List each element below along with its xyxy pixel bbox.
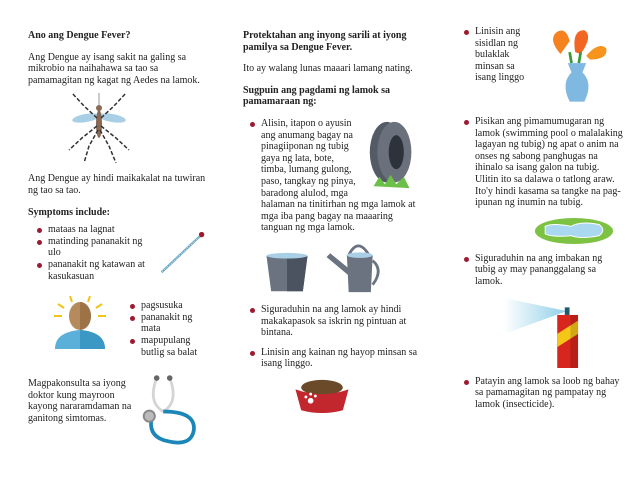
column-1 (28, 30, 213, 457)
symptoms-list-a (37, 224, 157, 282)
col3-list-2 (464, 116, 624, 209)
not-contagious-text: Ang Dengue ay hindi maikakalat na tuwiran ng tao sa tao. (28, 173, 206, 196)
section-title-dengue: Ano ang Dengue Fever? (28, 30, 131, 41)
list-item: pagsusuka (130, 300, 210, 312)
col3-list-3 (464, 253, 624, 288)
symptoms-title: Symptoms include: (28, 206, 110, 218)
column-3 (464, 26, 624, 418)
list-item: mataas na lagnat (37, 224, 157, 236)
list-item-screens: Siguraduhin na ang lamok ay hindi makakapasok sa iskrin ng pintuan at bintana. (250, 304, 418, 339)
section-title-protect: Protektahan ang inyong sarili at iyong pamilya sa Dengue Fever. (243, 30, 407, 53)
watering-can-icon (321, 242, 381, 296)
dengue-intro: Ang Dengue ay isang sakit na galing sa mikrobio na naihahawa sa tao sa pamamagitan ng kagat ng Aedes na lamok. (28, 51, 200, 86)
list-item-flower-vase (464, 26, 624, 108)
list-item-remove-containers (250, 118, 418, 234)
methods-title: Sugpuin ang pagdami ng lamok sa pamamaraan ng: (243, 84, 391, 108)
list-item-pool (464, 116, 624, 209)
list-item: matinding pananakit ng ulo (37, 236, 157, 259)
list-item-text: Pisikan ang pimamumugaran ng lamok (swimming pool o malalaking lagayan ng tubig) ng apat o anim na onses ng sabong panghugas na ihinalo sa isang galon na tubig. Ulitin ito sa dalawa o tatlong araw. Ito'y hindi kasama sa tangke na pag-ipunan ng inumin na tubig. (475, 116, 623, 209)
stethoscope-icon (140, 374, 205, 449)
consult-doctor-text: Magpakonsulta sa iyong doktor kung mayroon kayong nararamdaman na ganitong simtomas. (28, 378, 132, 424)
bucket-icon (263, 252, 311, 294)
headache-person-icon (50, 294, 110, 350)
list-item-pet-bowl: Linisin ang kainan ng hayop minsan sa isang linggo. (250, 347, 418, 370)
mosquito-icon (64, 88, 134, 163)
tire-icon (366, 118, 418, 192)
col3-list-1 (464, 26, 624, 108)
symptoms-list-b (130, 300, 210, 358)
list-item: pananakit ng katawan at kasukasuan (37, 259, 157, 282)
swimming-pool-icon (534, 217, 614, 245)
thermometer-icon (157, 228, 207, 278)
list-item-insecticide: Patayin ang lamok sa loob ng bahay sa pamamagitan ng pampatay ng lamok (insecticide). (464, 376, 624, 411)
flower-vase-icon (544, 26, 610, 104)
list-item-text: Linisin ang sisidlan ng bulaklak minsan sa isang linggo (475, 26, 525, 84)
insecticide-spray-icon (504, 296, 582, 368)
list-item: mapupulang butlig sa balat (130, 335, 210, 358)
column-2 (243, 30, 418, 414)
col3-list-4 (464, 376, 624, 411)
methods-list-2 (250, 304, 418, 370)
methods-list (250, 118, 418, 234)
no-cure-text: Ito ay walang lunas maaari lamang nating. (243, 63, 413, 75)
list-item-text: Alisin, itapon o ayusin ang anumang bagay na pinagiiponan ng tubig gaya ng lata, bote, timba, lumang gulong, paso, tangkay ng pinya, baradong alulod, mga halaman na tinitirhan ng mga lamok at mga iba pang bagay na maaaring tanguan ng mga lamok. (261, 117, 416, 234)
pet-bowl-icon (293, 378, 351, 414)
list-item-water-storage: Siguraduhin na ang imbakan ng tubig ay may pananggalang sa lamok. (464, 253, 624, 288)
list-item: pananakit ng mata (130, 312, 210, 335)
